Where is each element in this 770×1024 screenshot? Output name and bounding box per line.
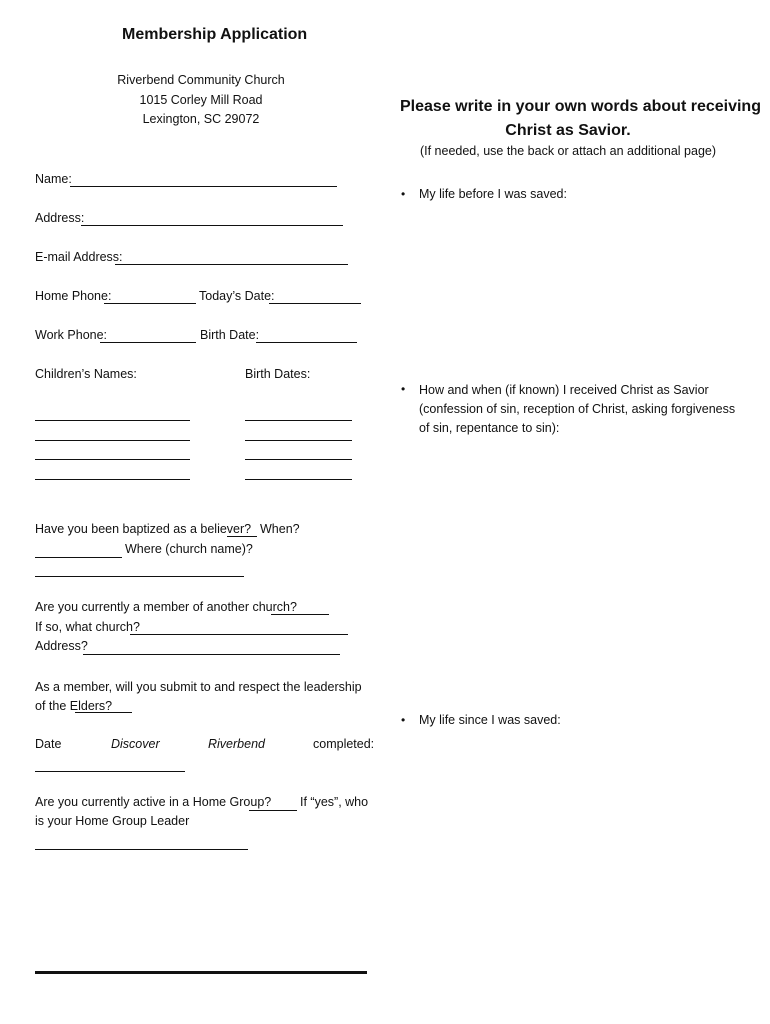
child-birth-date-field[interactable] xyxy=(245,479,352,480)
child-birth-date-field[interactable] xyxy=(245,459,352,460)
home-group-question: Are you currently active in a Home Group? xyxy=(35,795,272,809)
bullet-icon: • xyxy=(401,713,406,727)
bullet-icon: • xyxy=(401,187,406,201)
work-phone-label: Work Phone: xyxy=(35,328,108,342)
when-label: When? xyxy=(260,522,300,536)
testimony-before-label: My life before I was saved: xyxy=(419,187,567,201)
work-phone-field[interactable] xyxy=(100,342,196,343)
address-label: Address: xyxy=(35,211,85,225)
birth-date-field[interactable] xyxy=(256,342,357,343)
birth-date-label: Birth Date: xyxy=(200,328,260,342)
discover-label: Discover xyxy=(111,737,160,751)
member-answer-field[interactable] xyxy=(271,614,329,615)
email-field[interactable] xyxy=(115,264,348,265)
email-label: E-mail Address: xyxy=(35,250,123,264)
child-birth-date-field[interactable] xyxy=(245,440,352,441)
what-church-field[interactable] xyxy=(130,634,348,635)
what-church-label: If so, what church? xyxy=(35,620,140,634)
home-group-answer-field[interactable] xyxy=(249,810,297,811)
church-city: Lexington, SC 29072 xyxy=(142,112,260,126)
child-name-field[interactable] xyxy=(35,459,190,460)
bullet-icon: • xyxy=(401,382,406,396)
child-name-field[interactable] xyxy=(35,440,190,441)
form-title: Membership Application xyxy=(122,26,308,43)
leadership-answer-field[interactable] xyxy=(75,712,132,713)
where-label: Where (church name)? xyxy=(125,542,253,556)
name-field[interactable] xyxy=(70,186,337,187)
home-phone-field[interactable] xyxy=(104,303,196,304)
riverbend-label: Riverbend xyxy=(208,737,265,751)
name-label: Name: xyxy=(35,172,72,186)
child-name-field[interactable] xyxy=(35,420,190,421)
address-field[interactable] xyxy=(81,225,343,226)
leadership-question: As a member, will you submit to and respect the leadership of the Elders? xyxy=(35,680,362,713)
testimony-subheading: (If needed, use the back or attach an additional page) xyxy=(419,144,717,158)
date-label: Date xyxy=(35,737,62,751)
completed-label: completed: xyxy=(313,737,375,751)
baptized-question: Have you been baptized as a believer? xyxy=(35,522,252,536)
todays-date-label: Today’s Date: xyxy=(199,289,275,303)
baptism-date-field[interactable] xyxy=(35,557,122,558)
testimony-heading-line1: Please write in your own words about receiving xyxy=(400,98,761,115)
baptism-church-field[interactable] xyxy=(35,576,244,577)
member-address-label: Address? xyxy=(35,639,88,653)
testimony-how-label: How and when (if known) I received Christ as Savior (confession of sin, reception of Christ, asking forgiveness of sin, repentance to sin): xyxy=(419,383,736,435)
testimony-heading-line2: Christ as Savior. xyxy=(505,122,631,139)
member-question: Are you currently a member of another church? xyxy=(35,600,297,614)
child-name-field[interactable] xyxy=(35,479,190,480)
children-names-label: Children’s Names: xyxy=(35,367,137,381)
baptized-answer-field[interactable] xyxy=(227,536,257,537)
discover-completed-date-field[interactable] xyxy=(35,771,185,772)
todays-date-field[interactable] xyxy=(269,303,361,304)
if-yes-label: If “yes”, who xyxy=(300,795,369,809)
church-name: Riverbend Community Church xyxy=(117,73,285,87)
member-address-field[interactable] xyxy=(83,654,340,655)
home-group-leader-field[interactable] xyxy=(35,849,248,850)
home-phone-label: Home Phone: xyxy=(35,289,112,303)
birth-dates-label: Birth Dates: xyxy=(245,367,311,381)
testimony-since-label: My life since I was saved: xyxy=(419,713,561,727)
home-group-leader-label: is your Home Group Leader xyxy=(35,814,190,828)
signature-line[interactable] xyxy=(35,971,367,974)
church-street: 1015 Corley Mill Road xyxy=(139,93,263,107)
child-birth-date-field[interactable] xyxy=(245,420,352,421)
